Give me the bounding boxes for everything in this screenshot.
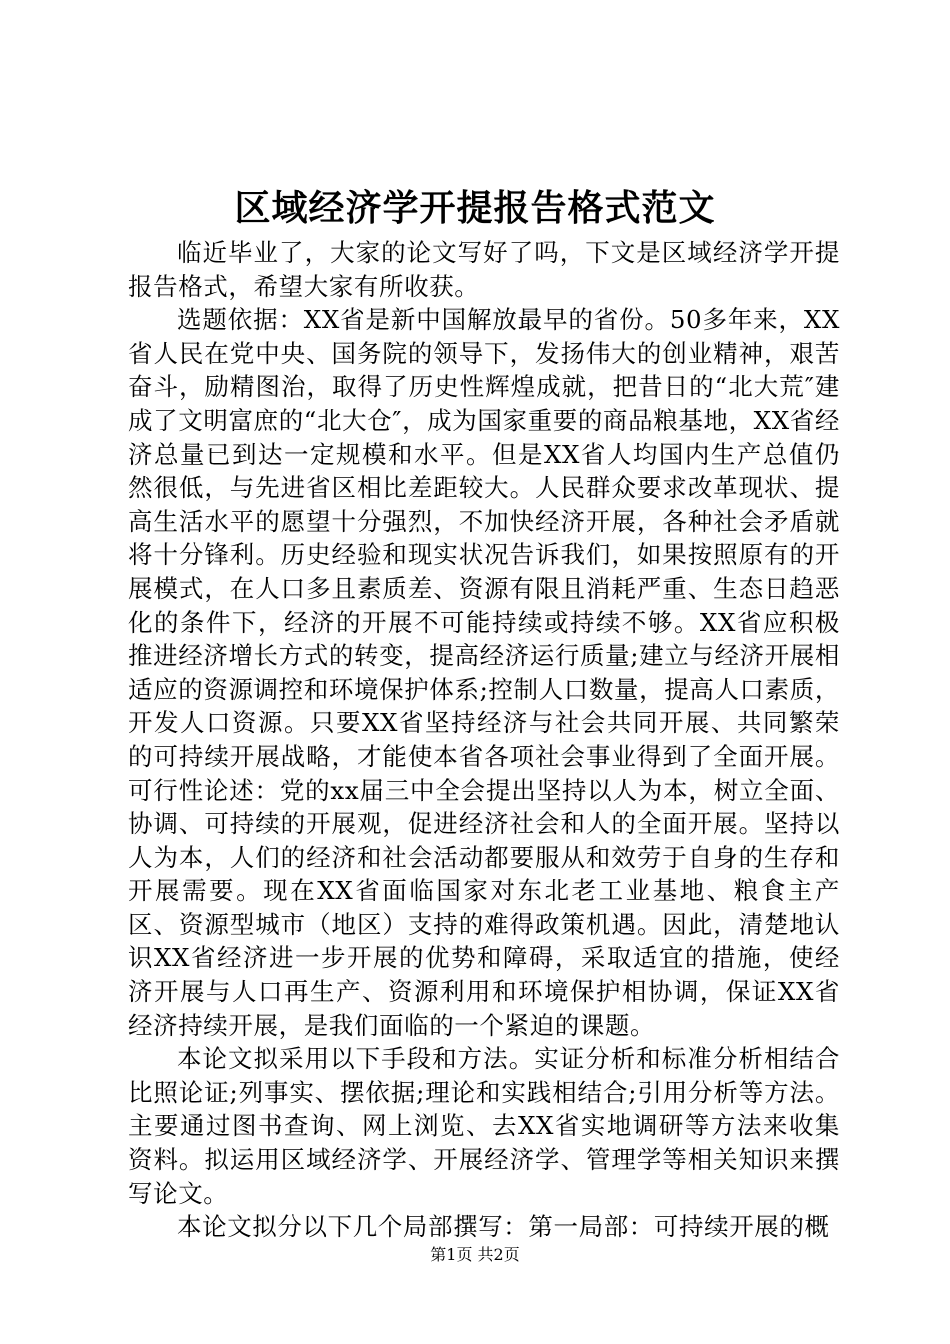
- page-footer: 第1页 共2页: [430, 1245, 520, 1264]
- document-title: 区域经济学开提报告格式范文: [234, 187, 716, 229]
- paragraph-methods: 本论文拟采用以下手段和方法。实证分析和标准分析相结合比照论证;列事实、摆依据;理论和实践相结合;引用分析等方法。主要通过图书查询、网上浏览、去XX省实地调研等方法来收集资料。拟运用区域经济学、开展经济学、管理学等相关知识来撰写论文。: [128, 1044, 840, 1208]
- paragraph-structure: 本论文拟分以下几个局部撰写：第一局部：可持续开展的概: [177, 1212, 830, 1242]
- document-body: [128, 236, 840, 1244]
- paragraph-topic-basis: 选题依据：XX省是新中国解放最早的省份。50多年来，XX省人民在党中央、国务院的领导下，发扬伟大的创业精神，艰苦奋斗，励精图治，取得了历史性辉煌成就，把昔日的“北大荒″建成了文明富庶的“北大仓″，成为国家重要的商品粮基地，XX省经济总量已到达一定规模和水平。但是XX省人均国内生产总值仍然很低，与先进省区相比差距较大。人民群众要求改革现状、提高生活水平的愿望十分强烈，不加快经济开展，各种社会矛盾就将十分锋利。历史经验和现实状况告诉我们，如果按照原有的开展模式，在人口多且素质差、资源有限且消耗严重、生态日趋恶化的条件下，经济的开展不可能持续或持续不够。XX省应积极推进经济增长方式的转变，提高经济运行质量;建立与经济开展相适应的资源调控和环境保护体系;控制人口数量，提高人口素质，开发人口资源。只要XX省坚持经济与社会共同开展、共同繁荣的可持续开展战略，才能使本省各项社会事业得到了全面开展。可行性论述：党的xx届三中全会提出坚持以人为本，树立全面、协调、可持续的开展观，促进经济社会和人的全面开展。坚持以人为本，人们的经济和社会活动都要服从和效劳于自身的生存和开展需要。现在XX省面临国家对东北老工业基地、粮食主产区、资源型城市（地区）支持的难得政策机遇。因此，清楚地认识XX省经济进一步开展的优势和障碍，采取适宜的措施，使经济开展与人口再生产、资源利用和环境保护相协调，保证XX省经济持续开展，是我们面临的一个紧迫的课题。: [128, 305, 840, 1040]
- paragraph-intro: 临近毕业了，大家的论文写好了吗，下文是区域经济学开提报告格式，希望大家有所收获。: [128, 238, 840, 301]
